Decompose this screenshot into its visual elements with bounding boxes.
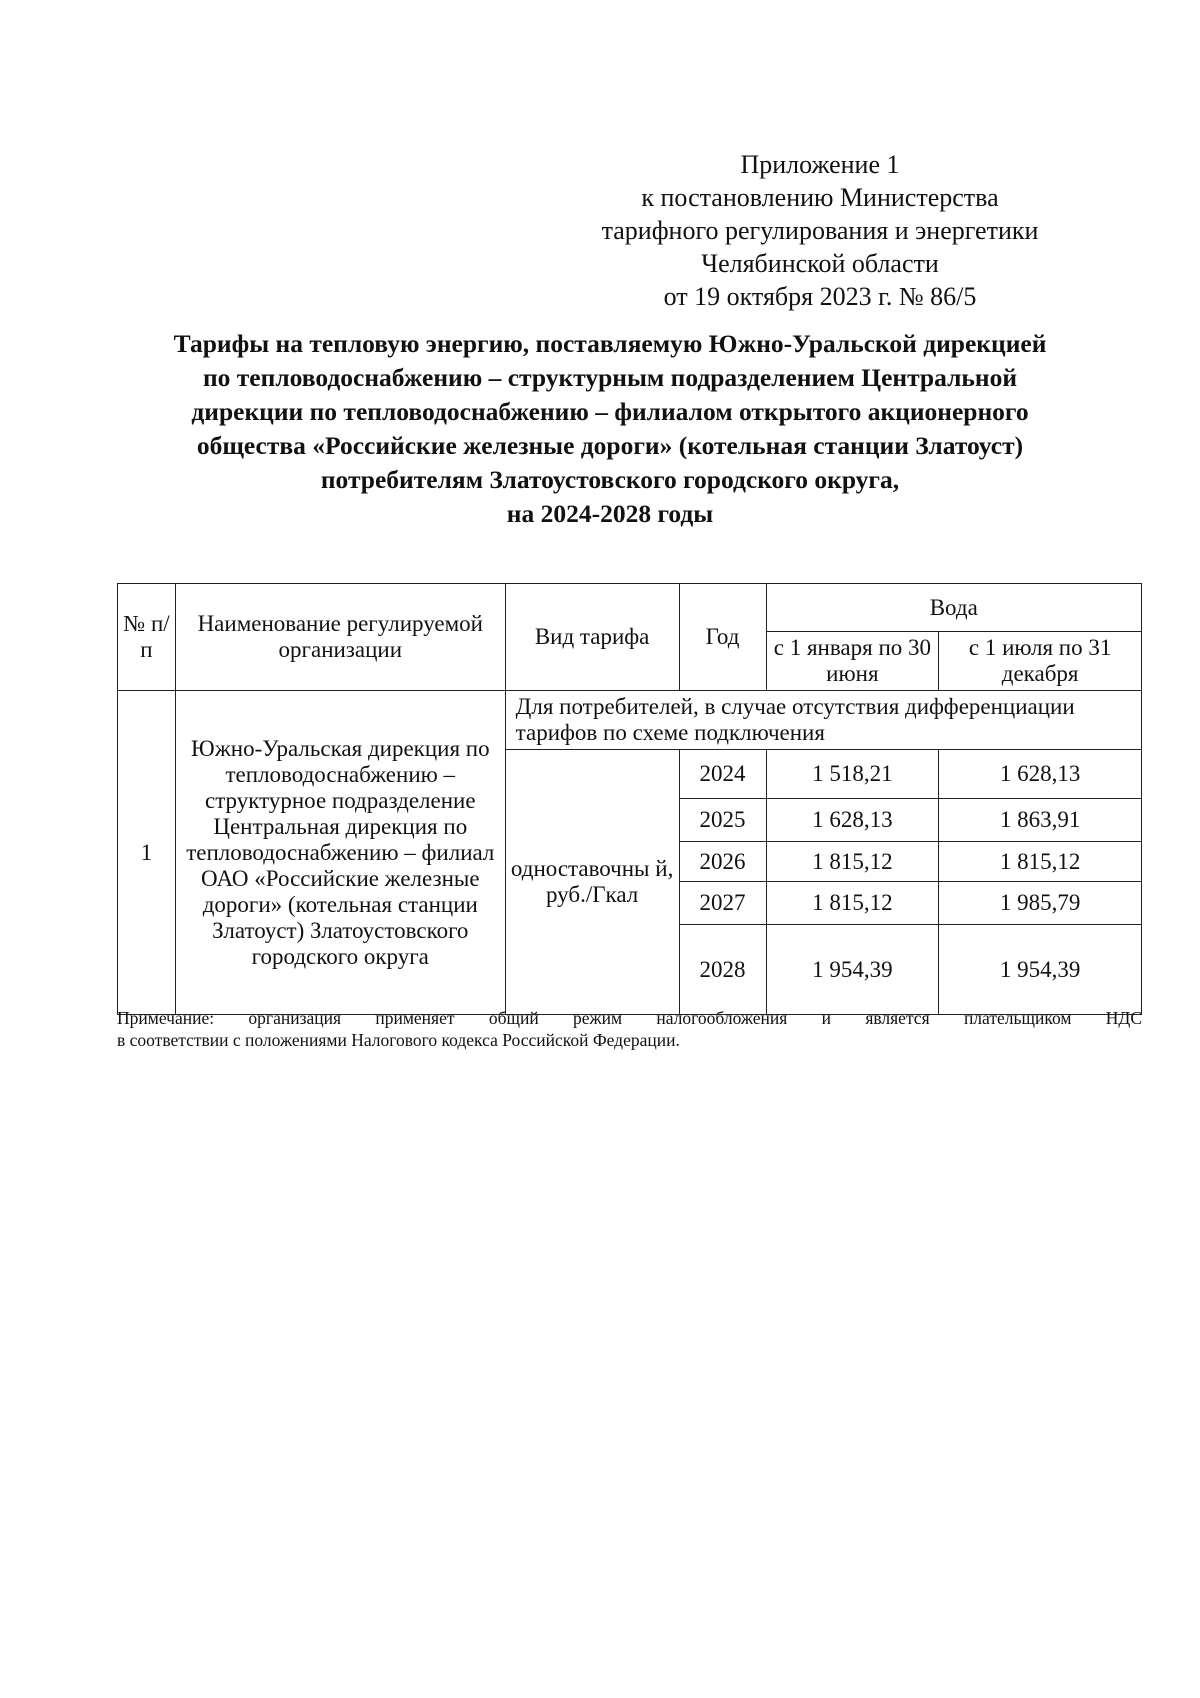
header-water: Вода xyxy=(766,584,1142,632)
note-line: в соответствии с положениями Налогового кодекса Российской Федерации. xyxy=(117,1030,680,1050)
row-number: 1 xyxy=(118,691,176,1015)
table-row xyxy=(118,691,1142,750)
tariff-value-cell: 1 815,12 xyxy=(766,882,939,925)
appendix-line: тарифного регулирования и энергетики xyxy=(601,216,1039,245)
header-number: № п/п xyxy=(118,584,176,691)
tariff-value-cell: 1 863,91 xyxy=(939,799,1142,842)
tariff-value-cell: 1 628,13 xyxy=(766,799,939,842)
title-line: на 2024-2028 годы xyxy=(506,499,714,528)
tariffs-table xyxy=(117,583,1142,1015)
consumer-subheader: Для потребителей, в случае отсутствия дифференциации тарифов по схеме подключения xyxy=(505,691,1141,750)
appendix-block xyxy=(560,148,1080,313)
tariff-value-cell: 1 518,21 xyxy=(766,750,939,799)
table-header-row xyxy=(118,584,1142,632)
title-line: потребителям Златоустовского городского округа, xyxy=(320,465,900,494)
appendix-line: от 19 октября 2023 г. № 86/5 xyxy=(663,282,977,311)
note-line: Примечание: организация применяет общий режим налогообложения и является плательщиком НДС xyxy=(117,1008,1142,1028)
tariff-value-cell: 1 815,12 xyxy=(939,842,1142,882)
tariff-value-cell: 1 954,39 xyxy=(766,925,939,1015)
title-line: Тарифы на тепловую энергию, поставляемую Южно-Уральской дирекцией xyxy=(173,329,1047,358)
header-organization: Наименование регулируемой организации xyxy=(175,584,505,691)
appendix-line: к постановлению Министерства xyxy=(641,183,999,212)
note-block xyxy=(117,1007,1142,1051)
tariff-value-cell: 1 954,39 xyxy=(939,925,1142,1015)
appendix-line: Приложение 1 xyxy=(740,150,900,179)
title-line: по тепловодоснабжению – структурным подразделением Центральной xyxy=(202,363,1018,392)
tariff-value-cell: 1 628,13 xyxy=(939,750,1142,799)
year-cell: 2028 xyxy=(679,925,766,1015)
year-cell: 2025 xyxy=(679,799,766,842)
year-cell: 2027 xyxy=(679,882,766,925)
title-line: общества «Российские железные дороги» (котельная станции Златоуст) xyxy=(196,431,1024,460)
year-cell: 2024 xyxy=(679,750,766,799)
tariff-value-cell: 1 815,12 xyxy=(766,842,939,882)
header-period-1: с 1 января по 30 июня xyxy=(766,632,939,691)
title-line: дирекции по тепловодоснабжению – филиалом открытого акционерного xyxy=(191,397,1029,426)
appendix-line: Челябинской области xyxy=(701,249,939,278)
tariff-value-cell: 1 985,79 xyxy=(939,882,1142,925)
document-title xyxy=(110,327,1110,531)
organization-name: Южно-Уральская дирекция по тепловодоснабжению – структурное подразделение Центральная дирекция по тепловодоснабжению – филиал ОАО «Российские железные дороги» (котельная станции Златоуст) Златоустовского городского округа xyxy=(175,691,505,1015)
tariff-type-value: одноставочны й, руб./Гкал xyxy=(505,750,679,1015)
header-tariff-type: Вид тарифа xyxy=(505,584,679,691)
header-year: Год xyxy=(679,584,766,691)
header-period-2: с 1 июля по 31 декабря xyxy=(939,632,1142,691)
year-cell: 2026 xyxy=(679,842,766,882)
